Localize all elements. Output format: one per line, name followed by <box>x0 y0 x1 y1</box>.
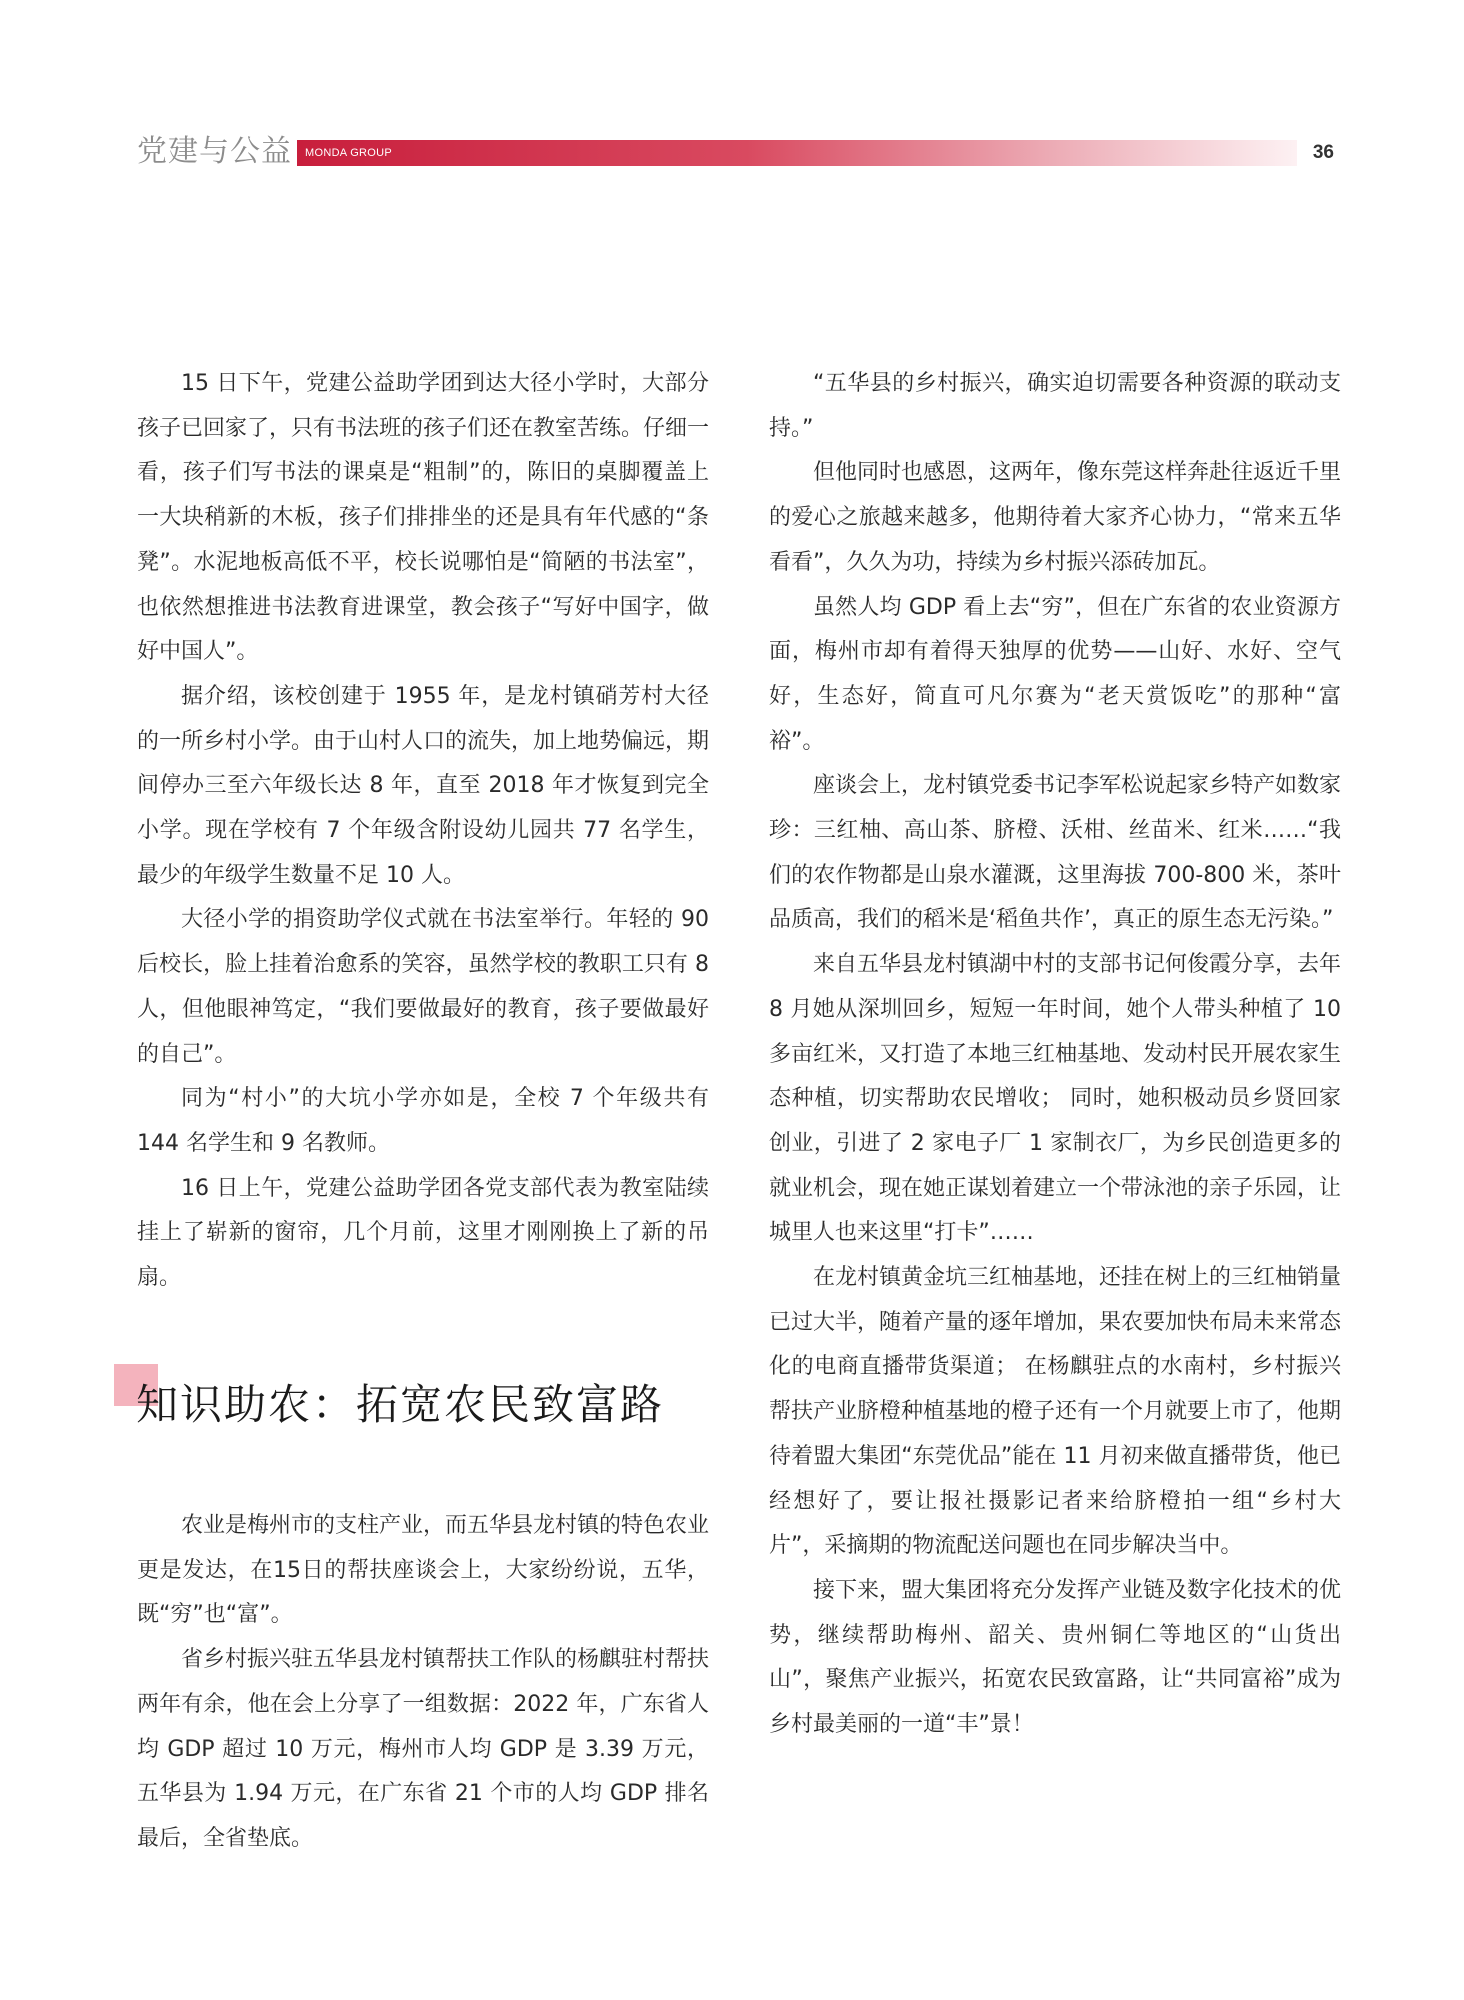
left-column-bottom <box>137 1504 709 1862</box>
brand-label: MONDA GROUP <box>305 147 393 159</box>
section-heading: 知识助农：拓宽农民致富路 <box>136 1380 665 1429</box>
paragraph: 虽然人均 GDP 看上去“穷”，但在广东省的农业资源方面，梅州市却有着得天独厚的优势——山好、水好、空气好，生态好，简直可凡尔赛为“老天赏饭吃”的那种“富裕”。 <box>769 594 1341 754</box>
paragraph: 同为“村小”的大坑小学亦如是，全校 7 个年级共有 144 名学生和 9 名教师。 <box>137 1086 709 1156</box>
section-heading-block <box>114 1364 714 1434</box>
paragraph: 在龙村镇黄金坑三红柚基地，还挂在树上的三红柚销量已过大半，随着产量的逐年增加，果农要加快布局未来常态化的电商直播带货渠道； 在杨麒驻点的水南村，乡村振兴帮扶产业脐橙种植基地的橙子还有一个月就要上市了，他期待着盟大集团“东莞优品”能在 11 月初来做直播带货，他已经想好了，要让报社摄影记者来给脐橙拍一组“乡村大片”，采摘期的物流配送问题也在同步解决当中。 <box>769 1265 1342 1559</box>
paragraph: 15 日下午，党建公益助学团到达大径小学时，大部分孩子已回家了，只有书法班的孩子们还在教室苦练。仔细一看，孩子们写书法的课桌是“粗制”的，陈旧的桌脚覆盖上一大块稍新的木板，孩子们排排坐的还是具有年代感的“条凳”。水泥地板高低不平，校长说哪怕是“简陋的书法室”，也依然想推进书法教育进课堂，教会孩子“写好中国字，做好中国人”。 <box>137 371 710 665</box>
paragraph: 据介绍，该校创建于 1955 年，是龙村镇硝芳村大径的一所乡村小学。由于山村人口的流失，加上地势偏远，期间停办三至六年级长达 8 年，直至 2018 年才恢复到完全小学。现在学校有 7 个年级含附设幼儿园共 77 名学生，最少的年级学生数量不足 10 人。 <box>137 683 710 888</box>
left-column-top <box>137 362 709 1301</box>
section-title: 党建与公益 <box>137 134 292 169</box>
paragraph: 来自五华县龙村镇湖中村的支部书记何俊霞分享，去年 8 月她从深圳回乡，短短一年时间，她个人带头种植了 10 多亩红米，又打造了本地三红柚基地、发动村民开展农家生态种植，切实帮助农民增收； 同时，她积极动员乡贤回家创业，引进了 2 家电子厂 1 家制衣厂，为乡民创造更多的就业机会，现在她正谋划着建立一个带泳池的亲子乐园，让城里人也来这里“打卡”…… <box>769 952 1342 1246</box>
paragraph: 接下来，盟大集团将充分发挥产业链及数字化技术的优势，继续帮助梅州、韶关、贵州铜仁等地区的“山货出山”，聚焦产业振兴，拓宽农民致富路，让“共同富裕”成为乡村最美丽的一道“丰”景！ <box>769 1577 1342 1738</box>
right-column <box>769 362 1341 1748</box>
paragraph: 座谈会上，龙村镇党委书记李军松说起家乡特产如数家珍：三红柚、高山茶、脐橙、沃柑、丝苗米、红米……“我们的农作物都是山泉水灌溉，这里海拔 700-800 米，茶叶品质高，我们的稻米是‘稻鱼共作’，真正的原生态无污染。” <box>769 773 1342 933</box>
page-number: 36 <box>1312 142 1334 163</box>
paragraph: 但他同时也感恩，这两年，像东莞这样奔赴往返近千里的爱心之旅越来越多，他期待着大家齐心协力，“常来五华看看”，久久为功，持续为乡村振兴添砖加瓦。 <box>769 460 1342 575</box>
paragraph: “五华县的乡村振兴，确实迫切需要各种资源的联动支持。” <box>769 371 1341 441</box>
paragraph: 农业是梅州市的支柱产业，而五华县龙村镇的特色农业更是发达，在15日的帮扶座谈会上，大家纷纷说，五华，既“穷”也“富”。 <box>137 1513 710 1628</box>
paragraph: 16 日上午，党建公益助学团各党支部代表为教室陆续挂上了崭新的窗帘，几个月前，这里才刚刚换上了新的吊扇。 <box>137 1175 709 1291</box>
header-gradient-bar <box>297 140 1297 166</box>
paragraph: 省乡村振兴驻五华县龙村镇帮扶工作队的杨麒驻村帮扶两年有余，他在会上分享了一组数据：2022 年，广东省人均 GDP 超过 10 万元，梅州市人均 GDP 是 3.39 万元，五华县为 1.94 万元，在广东省 21 个市的人均 GDP 排名最后，全省垫底。 <box>137 1647 710 1851</box>
paragraph: 大径小学的捐资助学仪式就在书法室举行。年轻的 90 后校长，脸上挂着治愈系的笑容，虽然学校的教职工只有 8 人，但他眼神笃定，“我们要做最好的教育，孩子要做最好的自己”。 <box>137 907 709 1067</box>
